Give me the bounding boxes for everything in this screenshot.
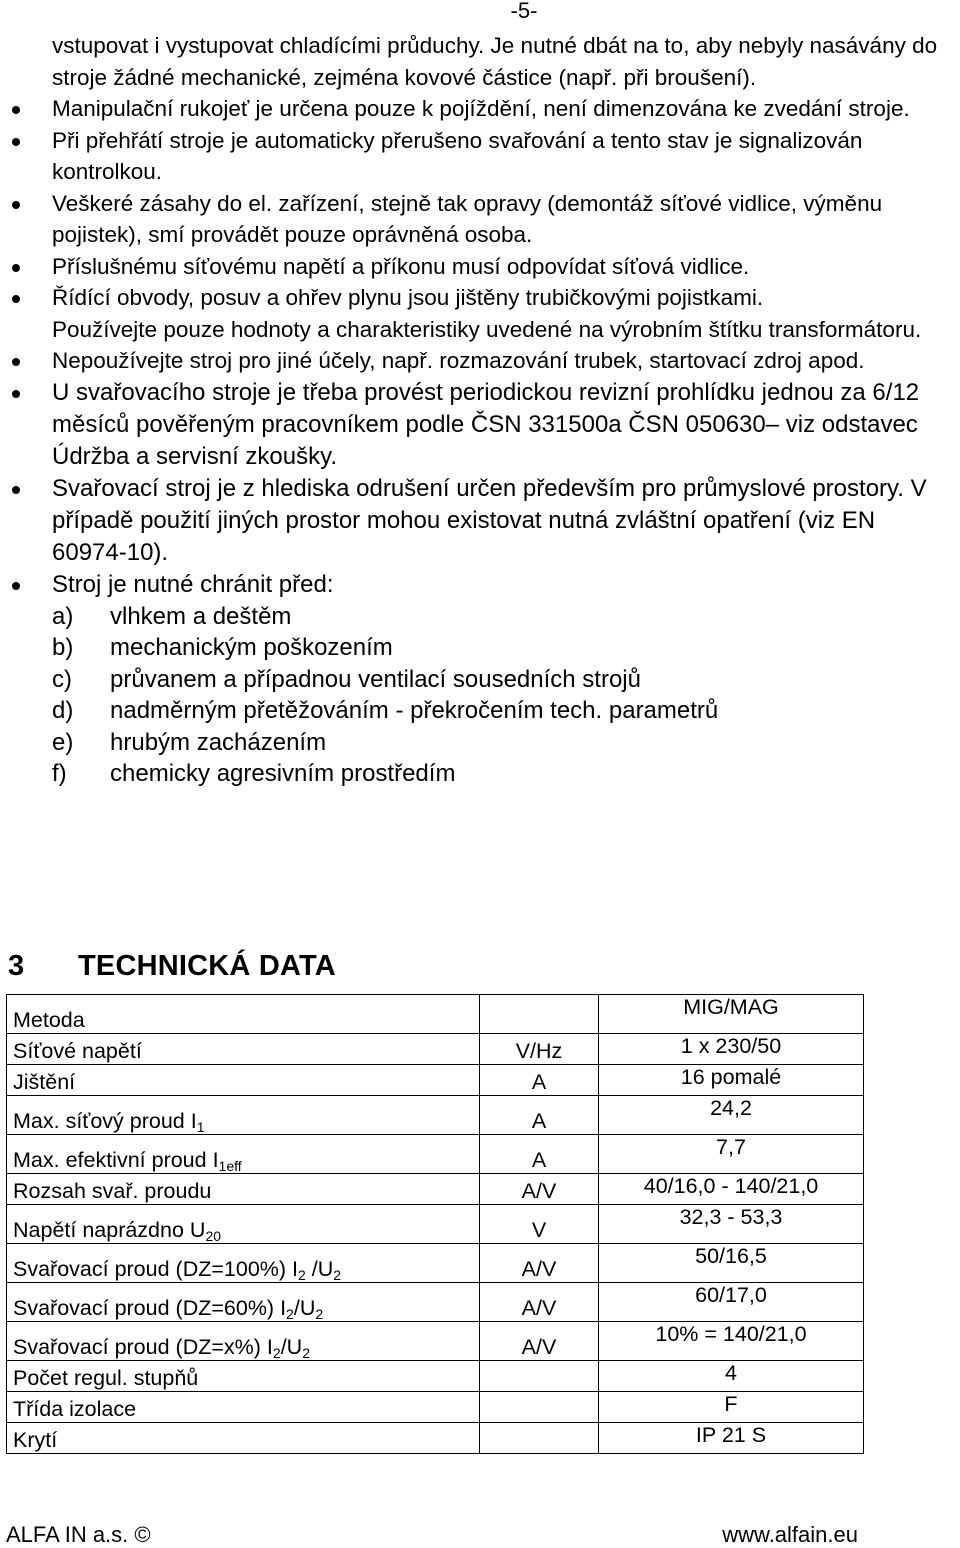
table-row (7, 995, 864, 1034)
table-row (7, 1135, 864, 1174)
unit-cell (480, 1392, 599, 1423)
safety-bullet-list (0, 30, 960, 790)
unit-cell: A (480, 1135, 599, 1174)
bullet-icon (12, 138, 20, 146)
list-item: Příslušnému síťovému napětí a příkonu musí odpovídat síťová vidlice. (0, 251, 960, 283)
value-cell: 16 pomalé (599, 1065, 864, 1096)
unit-cell: A/V (480, 1244, 599, 1283)
value-cell: 4 (599, 1361, 864, 1392)
bullet-icon (12, 106, 20, 114)
value-cell: 32,3 - 53,3 (599, 1205, 864, 1244)
value-cell: F (599, 1392, 864, 1423)
value-cell: 10% = 140/21,0 (599, 1322, 864, 1361)
protection-list (52, 601, 956, 790)
footer-company: ALFA IN a.s. © (6, 1522, 151, 1547)
footer-website: www.alfain.eu (722, 1522, 858, 1547)
table-row (7, 1096, 864, 1135)
unit-cell (480, 1423, 599, 1454)
bullet-icon (12, 358, 20, 366)
page-number: -5- (510, 0, 538, 23)
unit-cell: V/Hz (480, 1034, 599, 1065)
value-cell: IP 21 S (599, 1423, 864, 1454)
list-item: c) průvanem a případnou ventilací sousedních strojů (52, 665, 641, 693)
safety-instructions (0, 30, 960, 790)
unit-cell: A/V (480, 1322, 599, 1361)
value-cell: 24,2 (599, 1096, 864, 1135)
section-number: 3 (8, 950, 25, 982)
list-item: U svařovacího stroje je třeba provést periodickou revizní prohlídku jednou za 6/12 měsíců pověřeným pracovníkem podle ČSN 331500a ČSN 050630– viz odstavec Údržba a servisní zkoušky. (0, 377, 960, 473)
param-cell: Svařovací proud (DZ=100%) $I_2$ $/U_2$ (7, 1244, 480, 1283)
list-item: Manipulační rukojeť je určena pouze k pojíždění, není dimenzována ke zvedání stroje. (0, 93, 960, 125)
unit-cell (480, 995, 599, 1034)
unit-cell: A/V (480, 1174, 599, 1205)
param-cell: Rozsah svař. proudu (7, 1174, 480, 1205)
param-cell: Krytí (7, 1423, 480, 1454)
value-cell: 1 x 230/50 (599, 1034, 864, 1065)
param-cell: Síťové napětí (7, 1034, 480, 1065)
list-item: Řídící obvody, posuv a ohřev plynu jsou jištěny trubičkovými pojistkami. (0, 282, 960, 314)
table-row (7, 1423, 864, 1454)
value-cell: MIG/MAG (599, 995, 864, 1034)
unit-cell: A/V (480, 1283, 599, 1322)
param-cell: Jištění (7, 1065, 480, 1096)
list-item: Při přehřátí stroje je automaticky přerušeno svařování a tento stav je signalizován kontrolkou. (0, 125, 960, 188)
table-row (7, 1361, 864, 1392)
list-item: Veškeré zásahy do el. zařízení, stejně tak opravy (demontáž síťové vidlice, výměnu pojistek), smí provádět pouze oprávněná osoba. (0, 188, 960, 251)
value-cell: 40/16,0 - 140/21,0 (599, 1174, 864, 1205)
list-item: Nepoužívejte stroj pro jiné účely, např. rozmazování trubek, startovací zdroj apod. (0, 345, 960, 377)
value-cell: 60/17,0 (599, 1283, 864, 1322)
list-item: d) nadměrným přetěžováním - překročením tech. parametrů (52, 697, 719, 724)
list-item: Používejte pouze hodnoty a charakteristiky uvedené na výrobním štítku transformátoru. (52, 316, 922, 342)
unit-cell (480, 1361, 599, 1392)
param-cell: Napětí naprázdno $U_{20}$ (7, 1205, 480, 1244)
section-heading (8, 950, 336, 983)
table-row (7, 1392, 864, 1423)
table-row (7, 1244, 864, 1283)
technical-data-table (6, 994, 864, 1454)
bullet-icon (12, 264, 20, 272)
list-item: Svařovací stroj je z hlediska odrušení určen především pro průmyslové prostory. V případě použití jiných prostor mohou existovat nutná zvláštní opatření (viz EN 60974-10). (0, 473, 960, 569)
bullet-icon (12, 486, 20, 494)
param-cell: Třída izolace (7, 1392, 480, 1423)
unit-cell: A (480, 1065, 599, 1096)
list-item: Stroj je nutné chránit před: a) vlhkem a deštěm b) mechanickým poškozením c) průvanem a případnou ventilací sousedních strojů d) nadměrným přetěžováním - překročením tech. parametrů e) hrubým zacházením f) chemicky agresivním prostředím (0, 569, 960, 790)
param-cell: Max. efektivní proud $I_{1eff}$ (7, 1135, 480, 1174)
table-row (7, 1283, 864, 1322)
list-item: f) chemicky agresivním prostředím (52, 760, 456, 787)
param-cell: Svařovací proud (DZ=x%) $I_2/U_2$ (7, 1322, 480, 1361)
table-row (7, 1322, 864, 1361)
table-row (7, 1205, 864, 1244)
bullet-icon (12, 390, 20, 398)
table-row (7, 1034, 864, 1065)
param-cell: Metoda (7, 995, 480, 1034)
bullet-icon (12, 295, 20, 303)
value-cell: 7,7 (599, 1135, 864, 1174)
list-item: vstupovat i vystupovat chladícími průduchy. Je nutné dbát na to, aby nebyly nasávány do stroje žádné mechanické, zejména kovové částice (např. při broušení). (52, 33, 938, 90)
list-item: b) mechanickým poškozením (52, 634, 393, 661)
param-cell: Max. síťový proud $I_1$ (7, 1096, 480, 1135)
bullet-icon (12, 582, 20, 590)
list-item: a) vlhkem a deštěm (52, 602, 292, 630)
table-row (7, 1065, 864, 1096)
param-cell: Svařovací proud (DZ=60%) $I_2/U_2$ (7, 1283, 480, 1322)
table-row (7, 1174, 864, 1205)
param-cell: Počet regul. stupňů (7, 1361, 480, 1392)
bullet-icon (12, 201, 20, 209)
value-cell: 50/16,5 (599, 1244, 864, 1283)
unit-cell: A (480, 1096, 599, 1135)
section-title: TECHNICKÁ DATA (78, 950, 336, 982)
list-item: e) hrubým zacházením (52, 728, 327, 756)
unit-cell: V (480, 1205, 599, 1244)
